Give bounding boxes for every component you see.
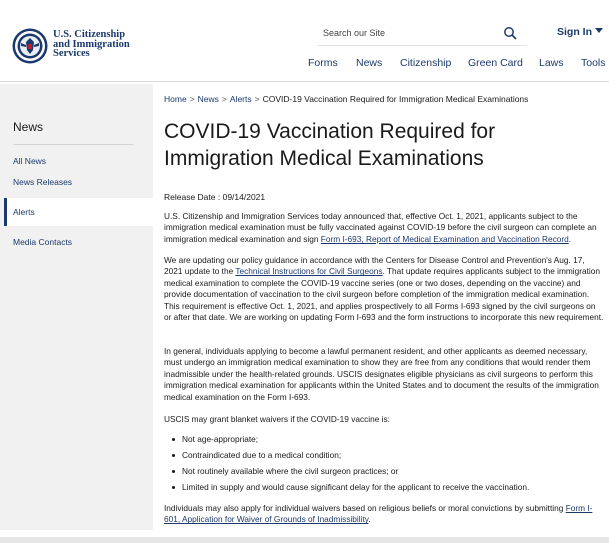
breadcrumb-news[interactable]: News xyxy=(197,94,219,104)
list-item: Limited in supply and would cause significant delay for the applicant to receive the vaccination. xyxy=(170,482,600,498)
site-header xyxy=(0,0,609,82)
breadcrumb-alerts[interactable]: Alerts xyxy=(229,94,252,104)
sign-in-button[interactable] xyxy=(557,26,603,38)
nav-green-card[interactable]: Green Card xyxy=(468,57,523,69)
paragraph-5-text: Individuals may also apply for individual waivers based on religious beliefs or moral convictions by submitting xyxy=(164,503,566,513)
breadcrumb-separator: > xyxy=(221,94,227,104)
breadcrumb-current: COVID-19 Vaccination Required for Immigration Medical Examinations xyxy=(262,94,529,104)
sidebar xyxy=(0,84,153,530)
footer-divider xyxy=(0,537,609,543)
breadcrumb-separator: > xyxy=(189,94,195,104)
paragraph-2-start: We are updating our policy guidance in accordance with the Centers for Disease Control and Prevention's Aug. 17, 2021 update to the xyxy=(164,255,585,277)
sidebar-item-alerts[interactable]: Alerts xyxy=(13,207,35,217)
page-title: COVID-19 Vaccination Required for Immigration Medical Examinations xyxy=(164,120,496,170)
paragraph-2 xyxy=(164,255,604,323)
nav-citizenship[interactable]: Citizenship xyxy=(400,57,452,69)
sidebar-item-all-news[interactable]: All News xyxy=(13,156,47,166)
paragraph-1-text: U.S. Citizenship and Immigration Services today announced that, effective Oct. 1, 2021, applicants subject to the immigration medical examination must be fully vaccinated against COVID-19 before the civil surgeon can complete an immigration medical examination and sign xyxy=(164,211,597,244)
agency-name-line1: U.S. Citizenship xyxy=(53,29,126,40)
paragraph-5-end: . xyxy=(368,514,371,525)
sidebar-divider xyxy=(13,144,133,145)
nav-news[interactable]: News xyxy=(356,57,383,69)
dhs-seal-logo[interactable] xyxy=(12,28,48,64)
breadcrumb-separator: > xyxy=(254,94,260,104)
sign-in-label: Sign In xyxy=(557,26,592,38)
list-item: Not routinely available where the civil surgeon practices; or xyxy=(170,466,600,482)
sidebar-title: News xyxy=(13,120,44,134)
agency-name-line3: Services xyxy=(53,48,90,59)
sidebar-item-news-releases[interactable]: News Releases xyxy=(13,177,73,187)
list-item: Contraindicated due to a medical condition; xyxy=(170,450,600,466)
form-i693-link[interactable]: Form I-693, Report of Medical Examination and Vaccination Record xyxy=(320,233,569,244)
paragraph-5 xyxy=(164,503,604,526)
nav-laws[interactable]: Laws xyxy=(539,57,564,69)
search-bar xyxy=(317,20,527,46)
paragraph-1-end: . xyxy=(568,233,572,244)
sidebar-item-media-contacts[interactable]: Media Contacts xyxy=(13,237,73,247)
list-item: Not age-appropriate; xyxy=(170,434,600,450)
form-i601-link[interactable]: Form I-601, Application for Waiver of Grounds of Inadmissibility xyxy=(164,503,593,525)
paragraph-3: In general, individuals applying to become a lawful permanent resident, and other applicants as deemed necessary, must undergo an immigration medical examination to show they are free from any conditions that would render them inadmissible under the health-related grounds. USCIS designates eligible physicians as civil surgeons to perform this immigration medical examination for applicants within the United States and to document the results of the immigration medical examination on the Form I-693. xyxy=(164,346,599,402)
agency-name-line2: and Immigration xyxy=(53,38,130,50)
agency-name[interactable] xyxy=(53,30,130,59)
paragraph-2-rest: . That update requires applicants subject to the immigration medical examination to complete the COVID-19 vaccine series (one or two doses, depending on the vaccine) and provide documentation of vaccination to the civil surgeon before completion of the immigration medical examination. This requirement is effective Oct. 1, 2021, and applies prospectively to all Forms I-693 signed by the civil surgeons on or after that date. We are working on updating Form I-693 and the form instructions to incorporate this new requirement. xyxy=(164,266,604,323)
breadcrumb xyxy=(164,94,528,104)
technical-instructions-link[interactable]: Technical Instructions for Civil Surgeons xyxy=(235,266,383,277)
search-icon[interactable] xyxy=(503,26,517,40)
breadcrumb-home[interactable]: Home xyxy=(164,94,187,104)
release-date: Release Date : 09/14/2021 xyxy=(164,192,266,202)
nav-tools[interactable]: Tools xyxy=(581,57,606,69)
waiver-list xyxy=(170,434,600,498)
paragraph-1 xyxy=(164,211,604,245)
paragraph-4: USCIS may grant blanket waivers if the COVID-19 vaccine is: xyxy=(164,414,390,424)
nav-forms[interactable]: Forms xyxy=(308,57,338,69)
chevron-down-icon xyxy=(595,28,603,33)
search-input[interactable] xyxy=(323,25,493,41)
